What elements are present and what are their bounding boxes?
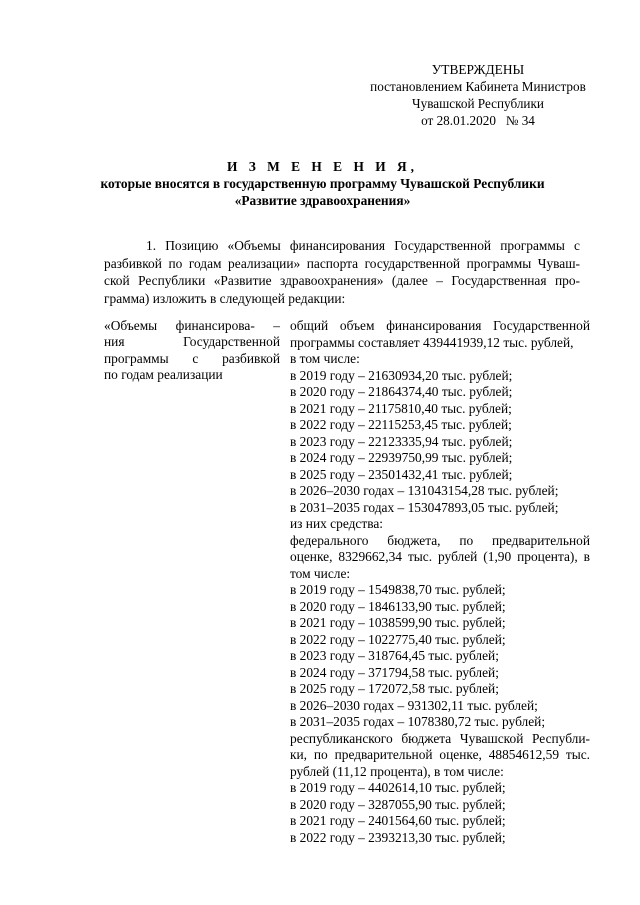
funding-total-line-1: общий объем финансирования Государственной [290,318,590,333]
title-main: И З М Е Н Е Н И Я, [226,159,419,174]
position-label-line-1: «Объемы финансирова- – [104,318,280,333]
position-label-line-4: по годам реализации [104,367,223,383]
year-line: в 2031–2035 годах – 153047893,05 тыс. рублей; [290,499,559,515]
federal-line-3: том числе: [290,565,351,581]
position-label-line-2: ния Государственной [104,334,280,350]
year-line: в 2021 году – 1038599,90 тыс. рублей; [290,615,506,630]
republic-line-3: рублей (11,12 процента), в том числе: [290,763,504,779]
funding-of-them: из них средства: [290,516,384,531]
year-line: в 2024 году – 371794,58 тыс. рублей; [290,664,499,680]
approval-heading: УТВЕРЖДЕНЫ [431,62,525,77]
year-line: в 2025 году – 172072,58 тыс. рублей; [290,681,499,696]
year-line: в 2031–2035 годах – 1078380,72 тыс. рублей; [290,714,546,729]
year-line: в 2019 году – 1549838,70 тыс. рублей; [290,582,506,597]
year-line: в 2022 году – 1022775,40 тыс. рублей; [290,631,506,647]
position-label-line-3: программы с разбивкой [104,350,280,366]
year-line: в 2023 году – 318764,45 тыс. рублей; [290,648,499,663]
year-line: в 2023 году – 22123335,94 тыс. рублей; [290,433,513,449]
approval-line-1: постановлением Кабинета Министров [370,79,586,94]
year-line: в 2022 году – 22115253,45 тыс. рублей; [290,417,512,432]
intro-line-1: 1. Позицию «Объемы финансирования Государственной программы с [146,238,580,253]
title-sub-2: «Развитие здравоохранения» [234,193,411,208]
funding-description [290,318,590,846]
year-line: в 2021 году – 2401564,60 тыс. рублей; [290,813,506,828]
funding-total-line-2: программы составляет 439441939,12 тыс. рублей, [290,334,574,350]
document-title [80,158,565,209]
year-line: в 2026–2030 годах – 131043154,28 тыс. рублей; [290,483,559,498]
year-line: в 2020 году – 21864374,40 тыс. рублей; [290,384,513,399]
approval-line-2: Чувашской Республики [412,96,544,111]
intro-line-3: ской Республики «Развитие здравоохранения» (далее – Государственная про- [104,273,580,288]
funding-total-line-3: в том числе: [290,351,360,366]
year-line: в 2019 году – 21630934,20 тыс. рублей; [290,367,513,383]
approval-stamp [340,61,616,129]
year-line: в 2020 году – 3287055,90 тыс. рублей; [290,796,506,812]
year-line: в 2020 году – 1846133,90 тыс. рублей; [290,598,506,614]
position-label [104,318,280,384]
federal-line-1: федерального бюджета, по предварительной [290,532,590,548]
year-line: в 2022 году – 2393213,30 тыс. рублей; [290,829,506,845]
intro-paragraph [104,237,580,307]
intro-line-2: разбивкой по годам реализации» паспорта государственной программы Чуваш- [104,255,580,271]
intro-line-4: грамма) изложить в следующей редакции: [104,290,346,306]
year-line: в 2026–2030 годах – 931302,11 тыс. рублей; [290,697,538,713]
federal-line-2: оценке, 8329662,34 тыс. рублей (1,90 процента), в [290,549,590,564]
republic-line-2: ки, по предварительной оценке, 48854612,59 тыс. [290,747,590,762]
approval-date: от 28.01.2020 № 34 [421,113,535,128]
republic-line-1: республиканского бюджета Чувашской Республи- [290,730,590,746]
year-line: в 2019 году – 4402614,10 тыс. рублей; [290,780,506,795]
year-line: в 2025 году – 23501432,41 тыс. рублей; [290,466,513,482]
title-sub-1: которые вносятся в государственную программу Чувашской Республики [100,176,545,191]
year-line: в 2021 году – 21175810,40 тыс. рублей; [290,400,512,416]
year-line: в 2024 году – 22939750,99 тыс. рублей; [290,450,513,465]
